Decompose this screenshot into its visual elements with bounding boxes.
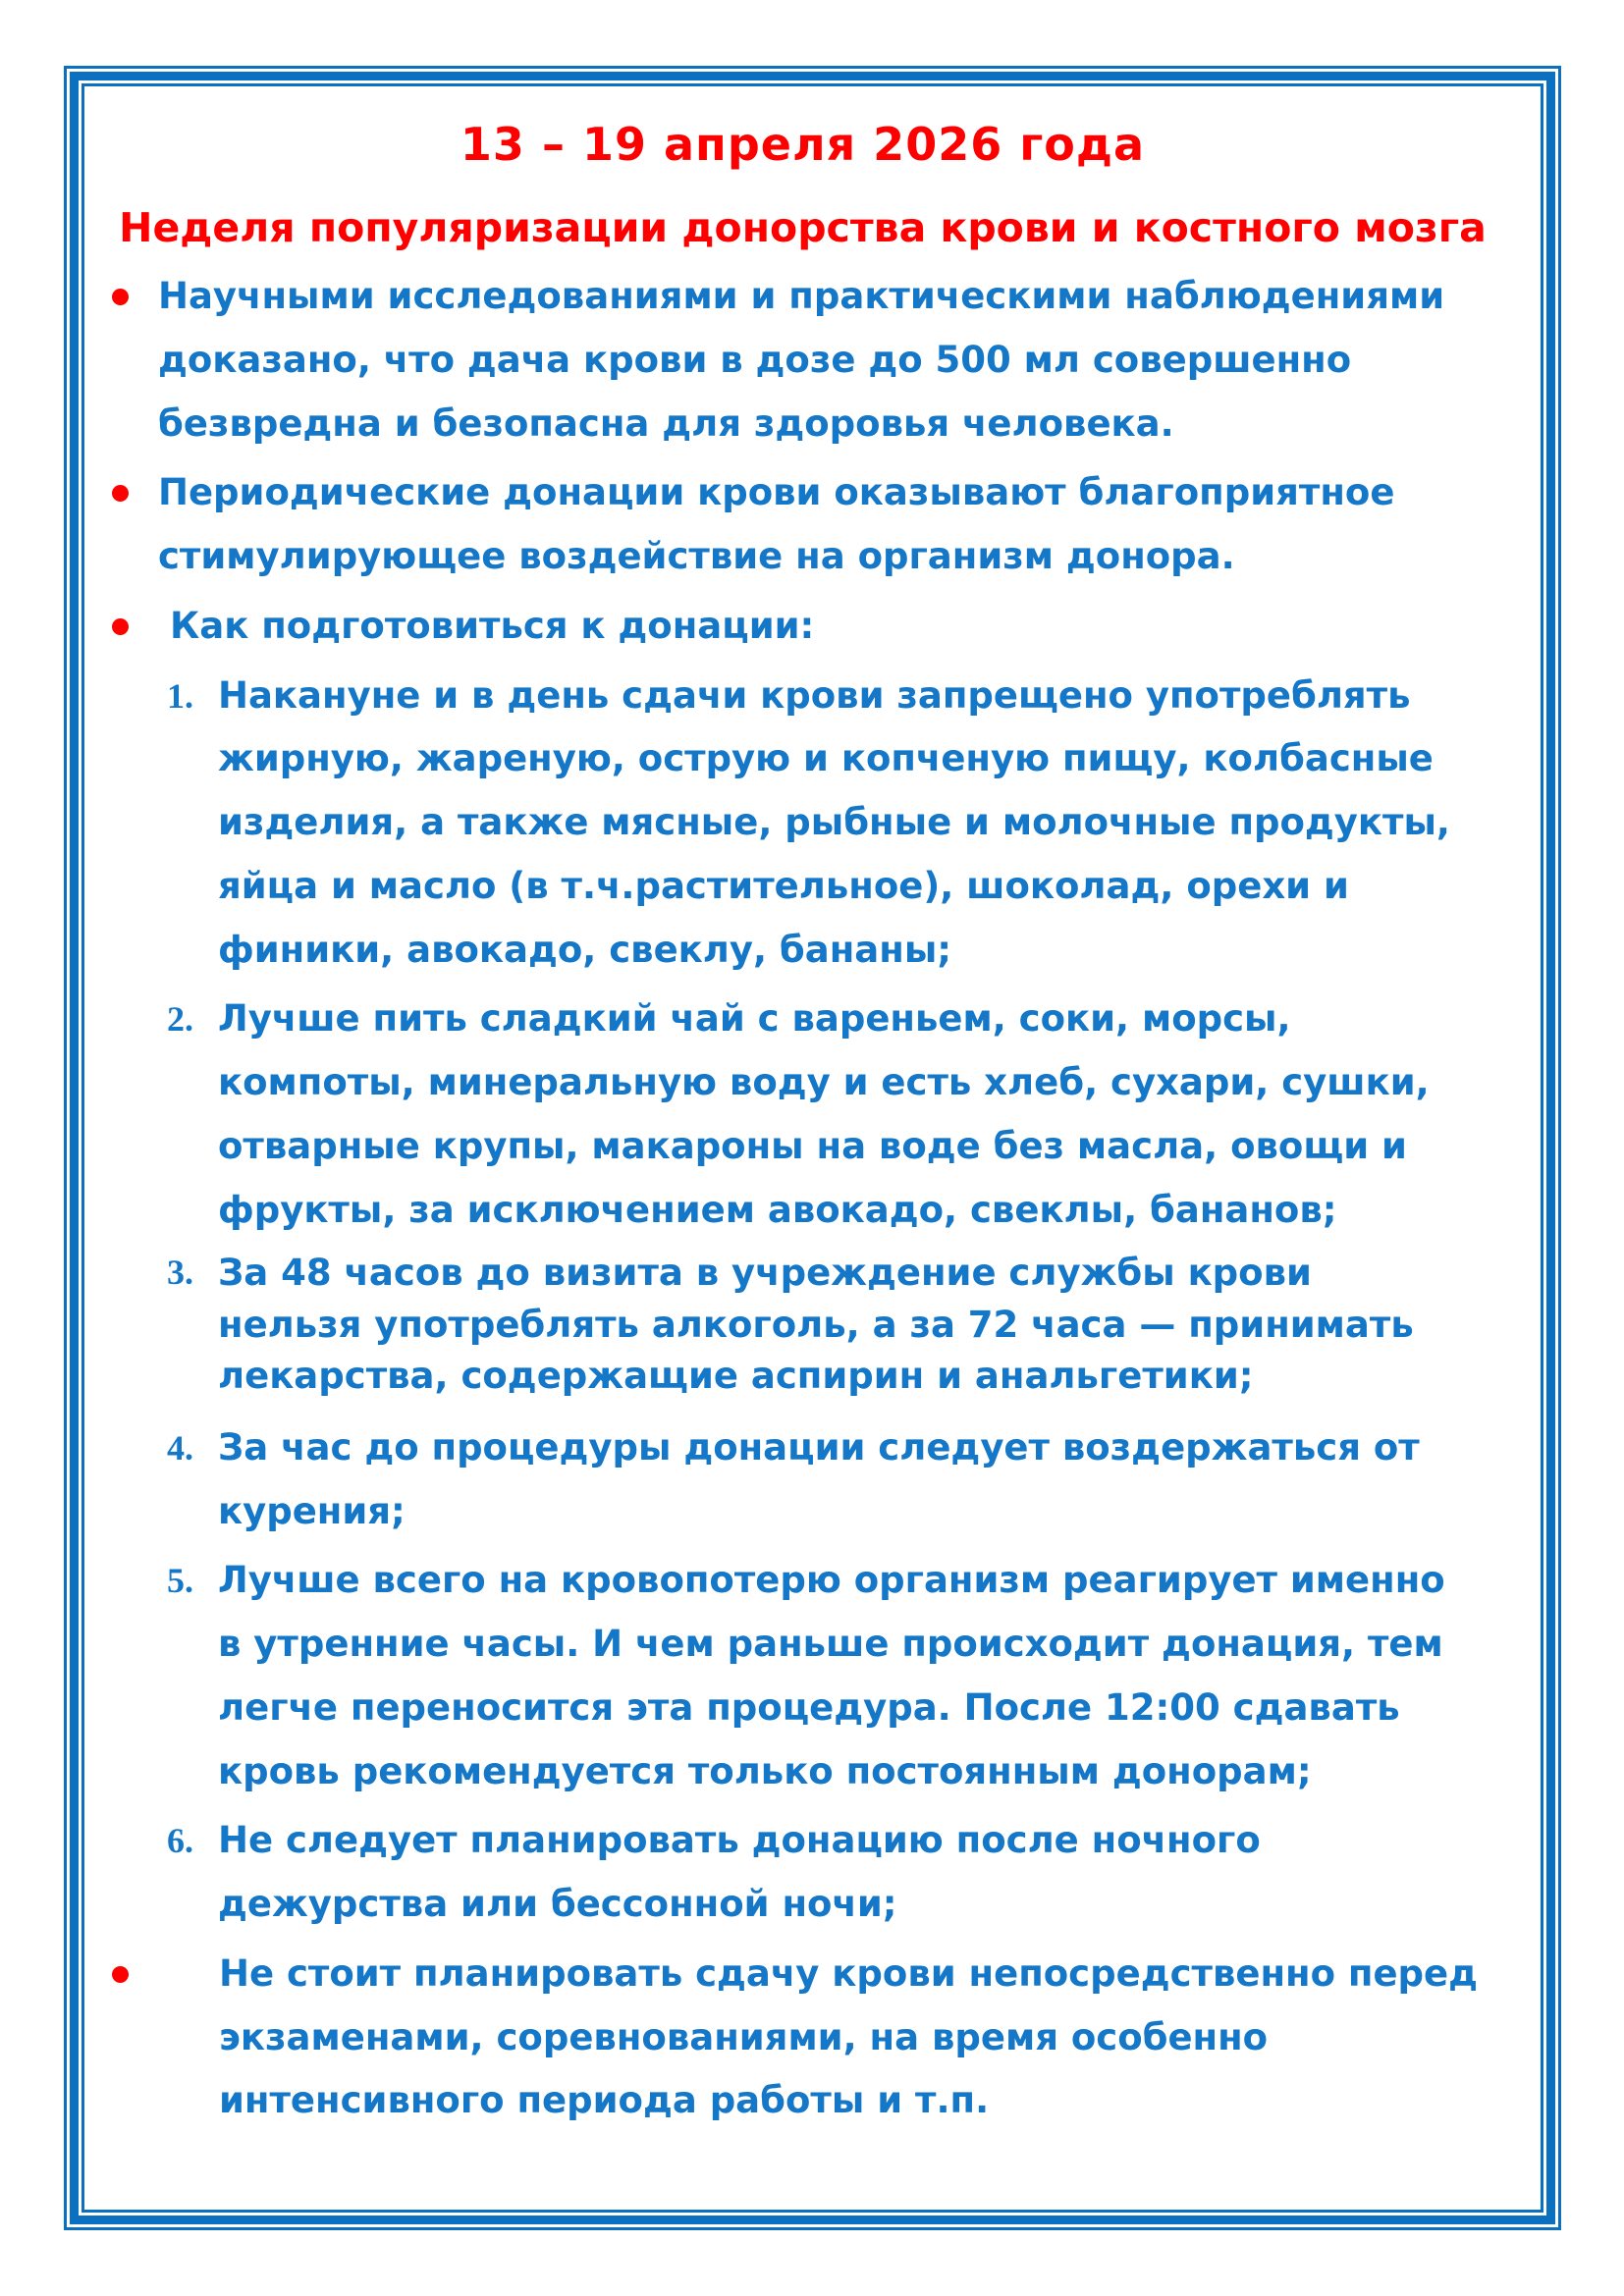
- item-number: 3.: [167, 1253, 193, 1293]
- item-text: Лучше пить сладкий чай с вареньем, соки, морсы, компоты, минеральную воду и есть хлеб, сухари, сушки, отварные крупы, макароны на воде без масла, овощи и фрукты, за исключением авокадо, свеклы, бананов;: [218, 997, 1430, 1231]
- item-number: 1.: [167, 675, 193, 716]
- numbered-item-3: [167, 1248, 1499, 1403]
- numbered-item-6: [167, 1809, 1499, 1937]
- bullet-text: Периодические донации крови оказывают благоприятное стимулирующее воздействие на организм донора.: [158, 471, 1395, 577]
- bullet-item-periodic: [106, 461, 1499, 589]
- bullet-item-research: [106, 265, 1499, 455]
- bullet-item-closing: [106, 1943, 1499, 2133]
- page-subtitle: Неделя популяризации донорства крови и костного мозга: [119, 204, 1487, 251]
- item-number: 4.: [167, 1427, 193, 1468]
- item-text: За час до процедуры донации следует воздержаться от курения;: [218, 1425, 1420, 1532]
- bullet-dot-icon: [112, 1966, 129, 1983]
- bullet-dot-icon: [112, 618, 129, 635]
- numbered-item-1: [167, 665, 1499, 983]
- item-text: Не следует планировать донацию после ночного дежурства или бессонной ночи;: [218, 1819, 1261, 1926]
- item-number: 5.: [167, 1561, 193, 1601]
- numbered-item-5: [167, 1549, 1499, 1803]
- page-border-middle: [70, 72, 1555, 2224]
- item-text: Накануне и в день сдачи крови запрещено употреблять жирную, жареную, острую и копченую пищу, колбасные изделия, а также мясные, рыбные и молочные продукты, яйца и масло (в т.ч.растительное), шоколад, орехи и финики, авокадо, свеклу, бананы;: [218, 673, 1450, 971]
- item-text: Лучше всего на кровопотерю организм реагирует именно в утренние часы. И чем раньше происходит донация, тем легче переносится эта процедура. После 12:00 сдавать кровь рекомендуется только постоянным донорам;: [218, 1559, 1445, 1792]
- bullet-dot-icon: [112, 289, 129, 305]
- page-border-inner: [81, 83, 1543, 2213]
- bullet-text: Научными исследованиями и практическими наблюдениями доказано, что дача крови в дозе до 500 мл совершенно безвредна и безопасна для здоровья человека.: [158, 275, 1445, 445]
- page-title: 13 – 19 апреля 2026 года: [460, 118, 1146, 171]
- numbered-item-4: [167, 1416, 1499, 1544]
- bullet-item-how-to-prepare: [106, 595, 1499, 659]
- numbered-item-2: [167, 988, 1499, 1242]
- item-text: За 48 часов до визита в учреждение службы крови нельзя употреблять алкоголь, а за 72 часа — принимать лекарства, содержащие аспирин и анальгетики;: [218, 1252, 1414, 1398]
- page-border-outer: [64, 66, 1561, 2230]
- item-number: 6.: [167, 1821, 193, 1861]
- preparation-steps-list: [167, 665, 1499, 1937]
- bullet-text: Как подготовиться к донации:: [170, 604, 815, 647]
- bullet-dot-icon: [112, 485, 129, 502]
- item-number: 2.: [167, 999, 193, 1040]
- bullet-text: Не стоит планировать сдачу крови непосредственно перед экзаменами, соревнованиями, на время особенно интенсивного периода работы и т.п.: [219, 1951, 1479, 2122]
